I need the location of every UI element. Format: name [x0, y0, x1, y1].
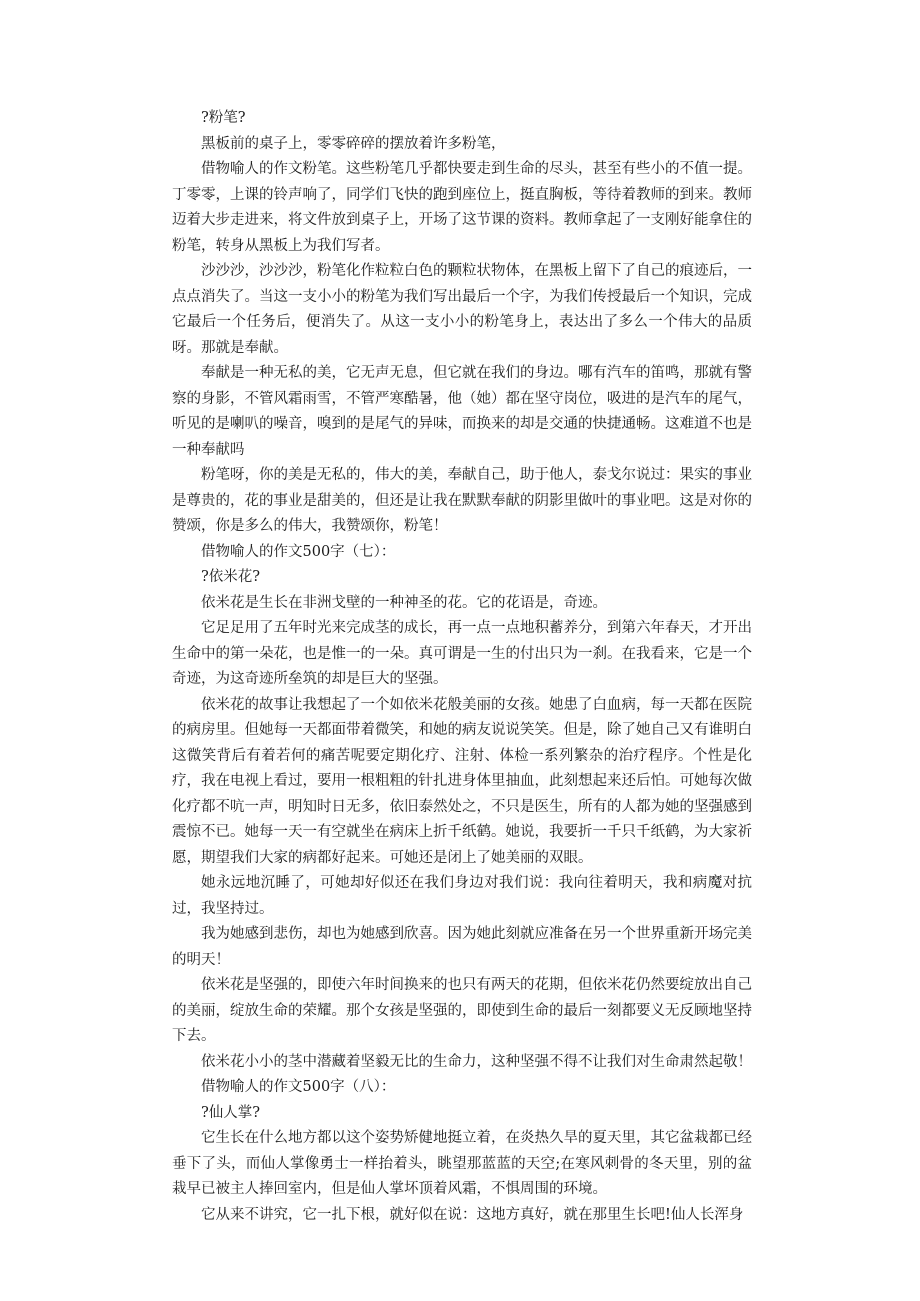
section-heading-eight: 借物喻人的作文500字（八）：: [201, 1079, 396, 1095]
section-heading-seven: 借物喻人的作文500字（七）：: [201, 543, 396, 560]
paragraph: 奉献是一种无私的美，它无声无息，但它就在我们的身边。哪有汽车的笛鸣，那就有警察的身影，不管风霜雨雪，不管严寒酷暑，他（她）都在坚守岗位，吸进的是汽车的尾气，听见的是喇叭的噪音，嗅到的是尾气的异味，而换来的却是交通的快捷通畅。这难道不也是一种奉献吗: [172, 365, 752, 458]
paragraph: 我为她感到悲伤，却也为她感到欣喜。因为她此刻就应准备在另一个世界重新开场完美的明天！: [172, 926, 752, 968]
paragraph: 黑板前的桌子上，零零碎碎的摆放着许多粉笔，: [201, 135, 506, 152]
paragraph: 依米花是生长在非洲戈壁的一种神圣的花。它的花语是，奇迹。: [201, 594, 607, 611]
paragraph: 它足足用了五年时光来完成茎的成长，再一点一点地积蓄养分，到第六年春天，才开出生命中的第一朵花，也是惟一的一朵。真可谓是一生的付出只为一刹。在我看来，它是一个奇迹，为这奇迹所垒筑的却是巨大的坚强。: [172, 620, 752, 687]
paragraph: 它从来不讲究，它一扎下根，就好似在说：这地方真好，就在那里生长吧!仙人长浑身: [201, 1206, 744, 1223]
paragraph: 粉笔呀，你的美是无私的，伟大的美，奉献自己，助于他人，泰戈尔说过：果实的事业是尊贵的，花的事业是甜美的，但还是让我在默默奉献的阴影里做叶的事业吧。这是对你的赞颂，你是多么的伟大，我赞颂你，粉笔！: [172, 467, 752, 534]
paragraph: 沙沙沙，沙沙沙，粉笔化作粒粒白色的颗粒状物体，在黑板上留下了自己的痕迹后，一点点消失了。当这一支小小的粉笔为我们写出最后一个字，为我们传授最后一个知识，完成它最后一个任务后，便消失了。从这一支小小的粉笔身上，表达出了多么一个伟大的品质呀。那就是奉献。: [172, 263, 752, 356]
document-page: [172, 106, 752, 1228]
paragraph: 依米花是坚强的，即使六年时间换来的也只有两天的花期，但依米花仍然要绽放出自己的美丽，绽放生命的荣耀。那个女孩是坚强的，即使到生命的最后一刻都要义无反顾地坚持下去。: [172, 977, 752, 1044]
paragraph-chalk-title: ?粉笔?: [201, 110, 246, 126]
paragraph-imi-flower-title: ?依米花?: [201, 569, 261, 585]
paragraph: 借物喻人的作文粉笔。这些粉笔几乎都快要走到生命的尽头，甚至有些小的不值一提。丁零零，上课的铃声响了，同学们飞快的跑到座位上，挺直胸板，等待着教师的到来。教师迈着大步走进来，将文件放到桌子上，开场了这节课的资料。教师拿起了一支刚好能拿住的粉笔，转身从黑板上为我们写者。: [172, 161, 752, 254]
paragraph: 她永远地沉睡了，可她却好似还在我们身边对我们说：我向往着明天，我和病魔对抗过，我坚持过。: [172, 875, 752, 917]
paragraph: 它生长在什么地方都以这个姿势矫健地挺立着，在炎热久旱的夏天里，其它盆栽都已经垂下了头，而仙人掌像勇士一样抬着头，眺望那蓝蓝的天空;在寒风刺骨的冬天里，别的盆栽早已被主人捧回室内，但是仙人掌坏顶着风霜，不惧周围的环境。: [172, 1130, 752, 1197]
paragraph-cactus-title: ?仙人掌?: [201, 1104, 261, 1121]
paragraph: 依米花小小的茎中潜藏着坚毅无比的生命力，这种坚强不得不让我们对生命肃然起敬！: [201, 1053, 752, 1070]
paragraph: 依米花的故事让我想起了一个如依米花般美丽的女孩。她患了白血病，每一天都在医院的病房里。但她每一天都面带着微笑，和她的病友说说笑笑。但是，除了她自己又有谁明白这微笑背后有着若何的痛苦呢要定期化疗、注射、体检一系列繁杂的治疗程序。个性是化疗，我在电视上看过，要用一根粗粗的针扎进身体里抽血，此刻想起来还后怕。可她每次做化疗都不吭一声，明知时日无多，依旧泰然处之，不只是医生，所有的人都为她的坚强感到震惊不已。她每一天一有空就坐在病床上折千纸鹤。她说，我要折一千只千纸鹤，为大家祈愿，期望我们大家的病都好起来。可她还是闭上了她美丽的双眼。: [172, 696, 752, 866]
